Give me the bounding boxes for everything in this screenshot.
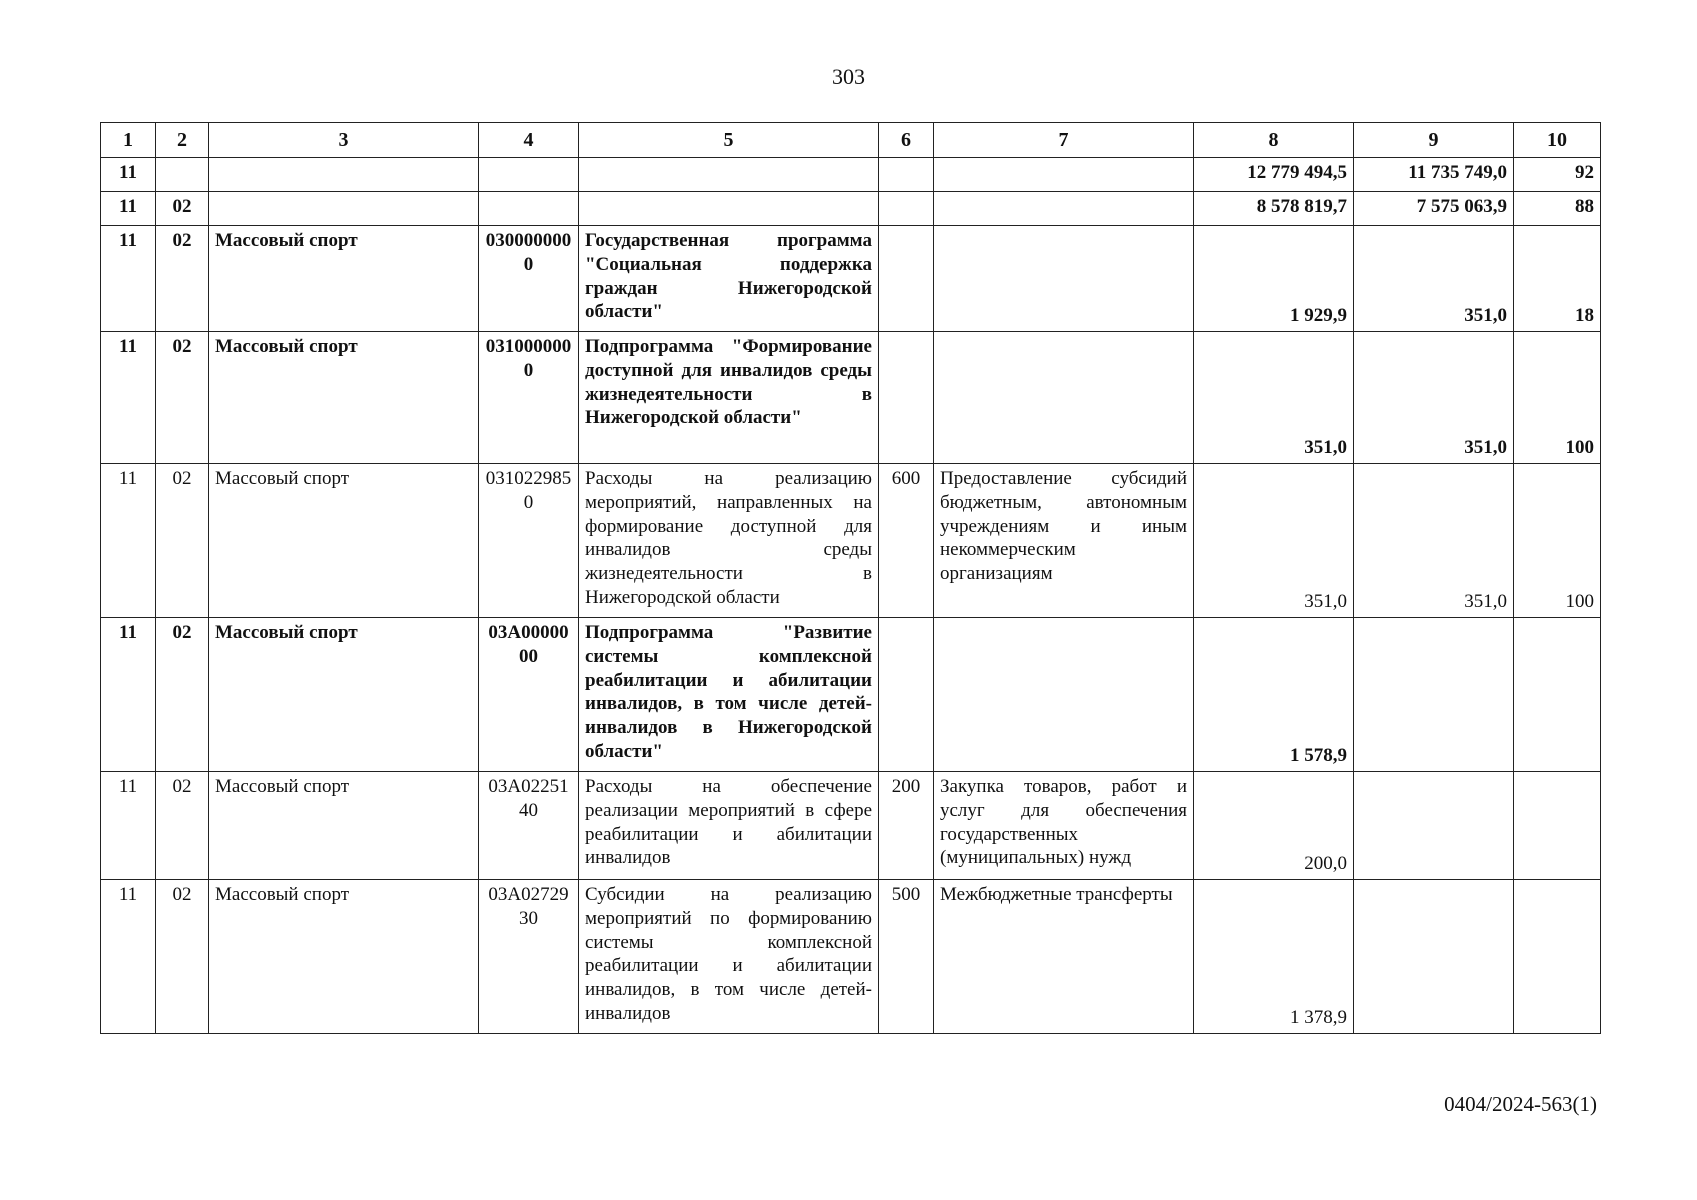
cell-expense-type-name [934, 332, 1194, 464]
cell-subsection: 02 [156, 618, 209, 772]
cell-section: 11 [101, 332, 156, 464]
cell-subsection-name: Массовый спорт [209, 332, 479, 464]
cell-target-code: 03А0000000 [479, 618, 579, 772]
cell-subsection-name: Массовый спорт [209, 880, 479, 1034]
cell-subsection: 02 [156, 332, 209, 464]
header-col-4: 4 [479, 123, 579, 158]
header-col-9: 9 [1354, 123, 1514, 158]
budget-table [100, 122, 1601, 1034]
cell-name: Подпрограмма "Формирование доступной для инвалидов среды жизнедеятельности в Нижегородской области" [579, 332, 879, 464]
cell-expense-type-name [934, 618, 1194, 772]
header-col-6: 6 [879, 123, 934, 158]
cell-percent [1514, 618, 1601, 772]
cell-subsection-name: Массовый спорт [209, 618, 479, 772]
cell-name: Государственная программа "Социальная поддержка граждан Нижегородской области" [579, 226, 879, 332]
cell-subsection: 02 [156, 464, 209, 618]
header-col-7: 7 [934, 123, 1194, 158]
cell-expense-type: 200 [879, 772, 934, 880]
cell-percent: 100 [1514, 464, 1601, 618]
table-row [101, 772, 1601, 880]
cell-plan: 200,0 [1194, 772, 1354, 880]
cell-expense-type: 600 [879, 464, 934, 618]
cell-plan: 1 929,9 [1194, 226, 1354, 332]
cell-percent: 88 [1514, 192, 1601, 226]
table-row [101, 158, 1601, 192]
cell-name: Подпрограмма "Развитие системы комплексной реабилитации и абилитации инвалидов, в том числе детей-инвалидов в Нижегородской области" [579, 618, 879, 772]
cell-expense-type-name [934, 192, 1194, 226]
cell-expense-type [879, 226, 934, 332]
table-row [101, 332, 1601, 464]
cell-section: 11 [101, 772, 156, 880]
cell-actual: 351,0 [1354, 464, 1514, 618]
cell-section: 11 [101, 192, 156, 226]
cell-percent [1514, 880, 1601, 1034]
cell-expense-type [879, 192, 934, 226]
cell-plan: 12 779 494,5 [1194, 158, 1354, 192]
cell-name [579, 192, 879, 226]
cell-expense-type [879, 618, 934, 772]
cell-expense-type: 500 [879, 880, 934, 1034]
cell-subsection-name [209, 158, 479, 192]
cell-plan: 351,0 [1194, 464, 1354, 618]
cell-expense-type [879, 332, 934, 464]
cell-expense-type-name: Межбюджетные трансферты [934, 880, 1194, 1034]
cell-percent: 100 [1514, 332, 1601, 464]
cell-name: Субсидии на реализацию мероприятий по формированию системы комплексной реабилитации и абилитации инвалидов, в том числе детей-инвалидов [579, 880, 879, 1034]
cell-name: Расходы на реализацию мероприятий, направленных на формирование доступной для инвалидов среды жизнедеятельности в Нижегородской области [579, 464, 879, 618]
cell-subsection: 02 [156, 772, 209, 880]
cell-subsection-name: Массовый спорт [209, 464, 479, 618]
cell-expense-type-name [934, 158, 1194, 192]
cell-percent [1514, 772, 1601, 880]
header-col-2: 2 [156, 123, 209, 158]
table-row [101, 464, 1601, 618]
cell-actual [1354, 618, 1514, 772]
cell-plan: 351,0 [1194, 332, 1354, 464]
cell-plan: 1 578,9 [1194, 618, 1354, 772]
table-row [101, 226, 1601, 332]
cell-subsection: 02 [156, 880, 209, 1034]
header-col-5: 5 [579, 123, 879, 158]
cell-actual: 7 575 063,9 [1354, 192, 1514, 226]
cell-actual [1354, 772, 1514, 880]
document-code: 0404/2024-563(1) [1444, 1092, 1597, 1116]
cell-plan: 1 378,9 [1194, 880, 1354, 1034]
cell-target-code: 0300000000 [479, 226, 579, 332]
cell-subsection: 02 [156, 226, 209, 332]
header-row [101, 123, 1601, 158]
cell-percent: 18 [1514, 226, 1601, 332]
cell-target-code [479, 158, 579, 192]
cell-percent: 92 [1514, 158, 1601, 192]
cell-expense-type-name: Закупка товаров, работ и услуг для обеспечения государственных (муниципальных) нужд [934, 772, 1194, 880]
cell-subsection: 02 [156, 192, 209, 226]
cell-subsection-name: Массовый спорт [209, 772, 479, 880]
cell-section: 11 [101, 158, 156, 192]
header-col-1: 1 [101, 123, 156, 158]
cell-subsection-name [209, 192, 479, 226]
header-col-3: 3 [209, 123, 479, 158]
cell-actual: 11 735 749,0 [1354, 158, 1514, 192]
cell-plan: 8 578 819,7 [1194, 192, 1354, 226]
cell-section: 11 [101, 226, 156, 332]
table-row [101, 618, 1601, 772]
cell-section: 11 [101, 464, 156, 618]
cell-name: Расходы на обеспечение реализации мероприятий в сфере реабилитации и абилитации инвалидов [579, 772, 879, 880]
cell-target-code: 03А0225140 [479, 772, 579, 880]
cell-subsection-name: Массовый спорт [209, 226, 479, 332]
cell-target-code: 0310000000 [479, 332, 579, 464]
cell-target-code: 0310229850 [479, 464, 579, 618]
cell-actual: 351,0 [1354, 332, 1514, 464]
cell-expense-type [879, 158, 934, 192]
table-row [101, 880, 1601, 1034]
page-number: 303 [832, 64, 865, 89]
cell-subsection [156, 158, 209, 192]
cell-name [579, 158, 879, 192]
cell-expense-type-name [934, 226, 1194, 332]
cell-target-code: 03А0272930 [479, 880, 579, 1034]
cell-section: 11 [101, 618, 156, 772]
cell-section: 11 [101, 880, 156, 1034]
table-row [101, 192, 1601, 226]
header-col-8: 8 [1194, 123, 1354, 158]
cell-actual [1354, 880, 1514, 1034]
cell-actual: 351,0 [1354, 226, 1514, 332]
cell-target-code [479, 192, 579, 226]
cell-expense-type-name: Предоставление субсидий бюджетным, автономным учреждениям и иным некоммерческим организациям [934, 464, 1194, 618]
header-col-10: 10 [1514, 123, 1601, 158]
